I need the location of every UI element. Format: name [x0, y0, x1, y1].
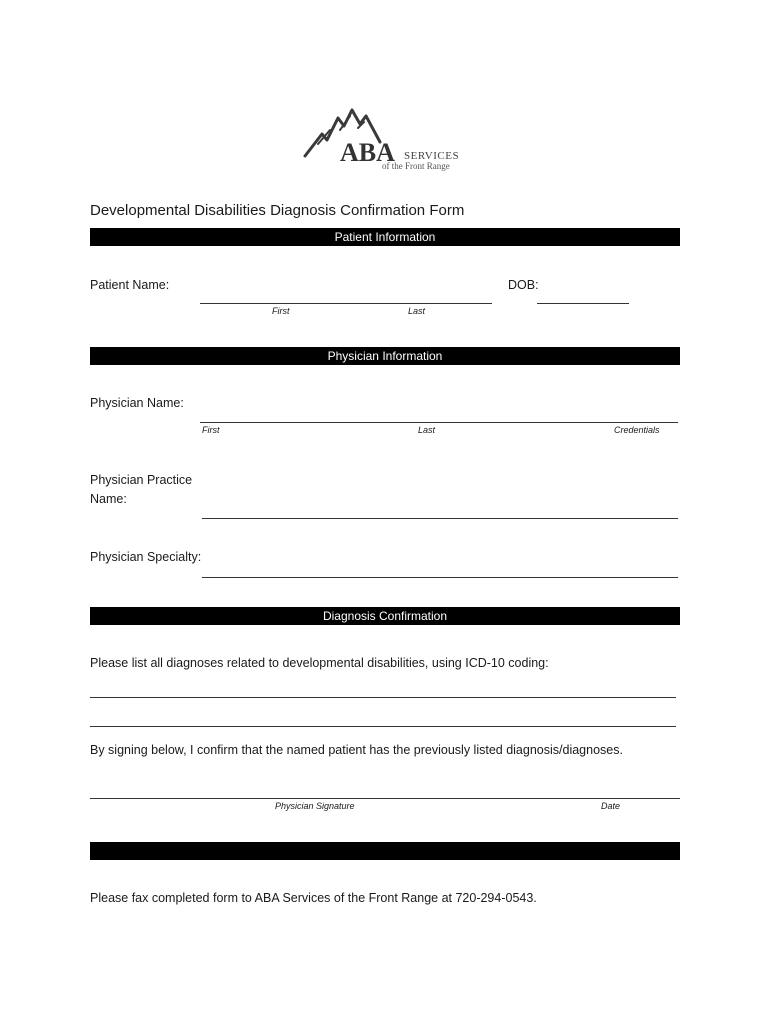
signature-caption: Physician Signature: [275, 801, 355, 811]
diagnosis-instruction: Please list all diagnoses related to developmental disabilities, using ICD-10 coding:: [90, 656, 549, 670]
physician-specialty-label: Physician Specialty:: [90, 550, 202, 564]
physician-info-header: Physician Information: [90, 347, 680, 365]
practice-name-field[interactable]: [202, 518, 678, 519]
signature-field[interactable]: [90, 798, 680, 799]
physician-name-label: Physician Name:: [90, 396, 184, 410]
date-caption: Date: [601, 801, 621, 811]
patient-name-label: Patient Name:: [90, 278, 170, 292]
confirmation-statement: By signing below, I confirm that the named patient has the previously listed diagnosis/diagnoses.: [90, 743, 623, 757]
physician-specialty-field[interactable]: [202, 577, 678, 578]
physician-name-field[interactable]: [200, 422, 678, 423]
diagnosis-field-1[interactable]: [90, 697, 676, 698]
dob-field[interactable]: [537, 303, 629, 304]
physician-first-caption: First: [202, 425, 220, 435]
physician-last-caption: Last: [418, 425, 436, 435]
logo-brand-text: ABA: [340, 138, 395, 167]
practice-name-label-line1: Physician Practice: [90, 473, 193, 487]
diagnosis-header: Diagnosis Confirmation: [90, 607, 680, 625]
diagnosis-field-2[interactable]: [90, 726, 676, 727]
practice-name-label-line2: Name:: [90, 492, 127, 506]
patient-name-field[interactable]: [200, 303, 492, 304]
patient-first-caption: First: [272, 306, 290, 316]
company-logo: [300, 104, 470, 174]
dob-label: DOB:: [508, 278, 539, 292]
patient-info-header: Patient Information: [90, 228, 680, 246]
form-title: Developmental Disabilities Diagnosis Confirmation Form: [90, 202, 465, 219]
physician-credentials-caption: Credentials: [614, 425, 660, 435]
footer-divider-bar: [90, 842, 680, 860]
logo-services-text: SERVICES: [404, 150, 460, 162]
fax-instruction: Please fax completed form to ABA Services of the Front Range at 720-294-0543.: [90, 891, 537, 905]
logo-subtitle-text: of the Front Range: [382, 161, 450, 171]
patient-last-caption: Last: [408, 306, 426, 316]
